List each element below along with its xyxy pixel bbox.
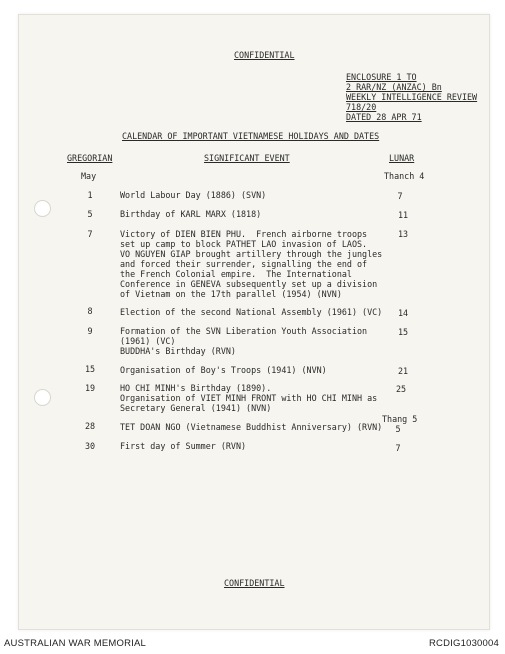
row-event-line: set up camp to block PATHET LAO invasion of LAOS. bbox=[120, 239, 368, 249]
row-day: 7 bbox=[87, 229, 93, 239]
row-day: 15 bbox=[84, 364, 96, 374]
row-event-line: HO CHI MINH's Birthday (1890). bbox=[120, 383, 272, 393]
month-label: May bbox=[81, 171, 97, 181]
row-lunar: 5 bbox=[395, 424, 401, 434]
row-event-line: of Vietnam on the 17th parallel (1954) (NVN) bbox=[120, 289, 342, 299]
row-event-line: VO NGUYEN GIAP brought artillery through the jungles bbox=[120, 249, 383, 259]
unit-line: 2 RAR/NZ (ANZAC) Bn bbox=[346, 82, 442, 92]
row-lunar: 7 bbox=[397, 191, 403, 201]
row-event-line: and forced their surrender, signalling the end of bbox=[120, 259, 368, 269]
row-day: 5 bbox=[87, 209, 93, 219]
enclosure-line: ENCLOSURE 1 TO bbox=[346, 72, 417, 82]
row-lunar: 15 bbox=[397, 327, 409, 337]
column-lunar: LUNAR bbox=[389, 153, 415, 163]
row-event-line: (1961) (VC) bbox=[120, 336, 176, 346]
row-event-line: Formation of the SVN Liberation Youth Association bbox=[120, 326, 368, 336]
classification-top: CONFIDENTIAL bbox=[234, 50, 295, 60]
punch-hole-bottom bbox=[34, 389, 51, 406]
row-event-line: Election of the second National Assembly (1961) (VC) bbox=[120, 307, 383, 317]
row-lunar: 21 bbox=[397, 366, 409, 376]
row-lunar: 11 bbox=[397, 210, 409, 220]
document-title: CALENDAR OF IMPORTANT VIETNAMESE HOLIDAYS AND DATES bbox=[122, 131, 380, 141]
row-event-line: Organisation of VIET MINH FRONT with HO CHI MINH as bbox=[120, 393, 378, 403]
punch-hole-top bbox=[34, 200, 51, 217]
archive-credit: AUSTRALIAN WAR MEMORIAL bbox=[4, 638, 147, 649]
row-event-line: World Labour Day (1886) (SVN) bbox=[120, 190, 267, 200]
document-page bbox=[18, 14, 490, 630]
row-event-line: TET DOAN NGO (Vietnamese Buddhist Anniversary) (RVN) bbox=[120, 422, 383, 432]
row-lunar: 25 bbox=[395, 384, 407, 394]
row-lunar: 14 bbox=[397, 308, 409, 318]
column-event: SIGNIFICANT EVENT bbox=[204, 153, 290, 163]
row-event-line: Organisation of Boy's Troops (1941) (NVN) bbox=[120, 365, 327, 375]
row-day: 1 bbox=[87, 190, 93, 200]
row-day: 8 bbox=[87, 306, 93, 316]
row-event-line: First day of Summer (RVN) bbox=[120, 441, 247, 451]
row-event-line: Conference in GENEVA subsequently set up a division bbox=[120, 279, 378, 289]
row-day: 30 bbox=[84, 441, 96, 451]
column-gregorian: GREGORIAN bbox=[67, 153, 113, 163]
row-event-line: Victory of DIEN BIEN PHU. French airborne troops bbox=[120, 229, 368, 239]
row-lunar: 7 bbox=[395, 443, 401, 453]
lunar-month-label: Thang 5 bbox=[382, 414, 418, 424]
row-event-line: Birthday of KARL MARX (1818) bbox=[120, 209, 262, 219]
lunar-month-label: Thanch 4 bbox=[384, 171, 425, 181]
row-event-line: BUDDHA's Birthday (RVN) bbox=[120, 346, 236, 356]
row-event-line: the French Colonial empire. The International bbox=[120, 269, 352, 279]
row-day: 9 bbox=[87, 326, 93, 336]
row-day: 19 bbox=[84, 383, 96, 393]
row-event-line: Secretary General (1941) (NVN) bbox=[120, 403, 272, 413]
number-line: 718/20 bbox=[346, 102, 377, 112]
archive-id: RCDIG1030004 bbox=[429, 638, 499, 649]
dated-line: DATED 28 APR 71 bbox=[346, 112, 422, 122]
row-lunar: 13 bbox=[397, 229, 409, 239]
classification-bottom: CONFIDENTIAL bbox=[224, 578, 285, 588]
review-line: WEEKLY INTELLIGENCE REVIEW bbox=[346, 92, 478, 102]
row-day: 28 bbox=[84, 421, 96, 431]
